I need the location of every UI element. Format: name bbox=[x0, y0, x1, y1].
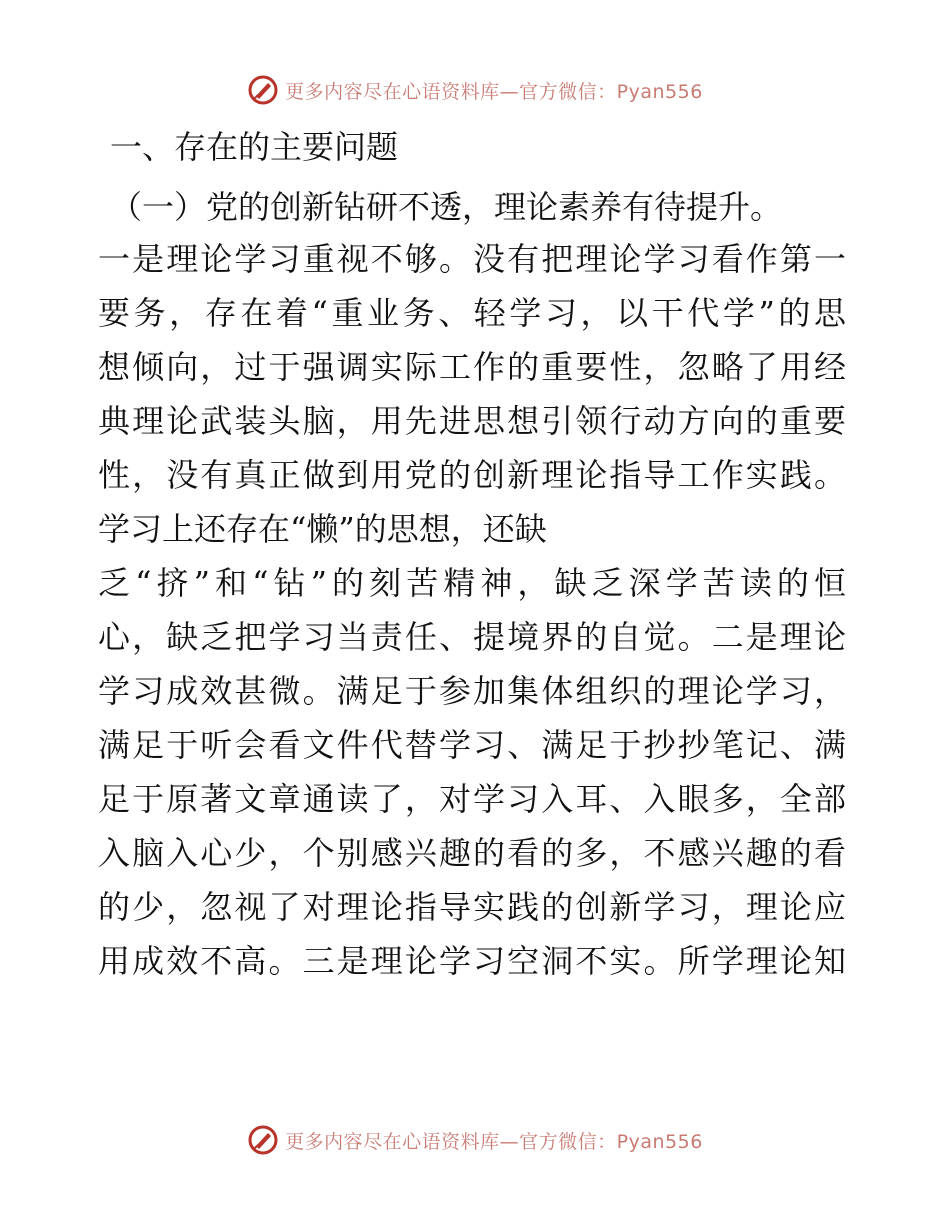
paragraph-line: 学习上还存在“懒”的思想，还缺 bbox=[98, 510, 547, 548]
watermark-text: 更多内容尽在心语资料库—官方微信：Pyan556 bbox=[285, 1130, 703, 1153]
paragraph-line: 想倾向，过于强调实际工作的重要性，忽略了用经 bbox=[98, 348, 846, 386]
paragraph-line: 心，缺乏把学习当责任、提境界的自觉。二是理论 bbox=[98, 618, 846, 656]
document-body bbox=[98, 122, 858, 988]
paragraph-line: 入脑入心少，个别感兴趣的看的多，不感兴趣的看 bbox=[98, 834, 846, 872]
watermark-text: 更多内容尽在心语资料库—官方微信：Pyan556 bbox=[285, 80, 703, 103]
header-watermark bbox=[0, 70, 950, 110]
sub-heading: （一）党的创新钻研不透，理论素养有待提升。 bbox=[110, 188, 783, 226]
brand-logo-icon bbox=[247, 74, 279, 106]
section-heading: 一、存在的主要问题 bbox=[110, 128, 399, 166]
paragraph-line: 性，没有真正做到用党的创新理论指导工作实践。 bbox=[98, 456, 846, 494]
paragraph-line: 乏“挤”和“钻”的刻苦精神，缺乏深学苦读的恒 bbox=[98, 564, 846, 602]
paragraph-line: 的少，忽视了对理论指导实践的创新学习，理论应 bbox=[98, 888, 846, 926]
footer-watermark bbox=[0, 1120, 950, 1160]
paragraph-line: 用成效不高。三是理论学习空洞不实。所学理论知 bbox=[98, 942, 846, 980]
paragraph-line: 要务，存在着“重业务、轻学习，以干代学”的思 bbox=[98, 294, 846, 332]
paragraph-line: 学习成效甚微。满足于参加集体组织的理论学习， bbox=[98, 672, 846, 710]
brand-logo-icon bbox=[247, 1124, 279, 1156]
paragraph-line: 满足于听会看文件代替学习、满足于抄抄笔记、满 bbox=[98, 726, 846, 764]
paragraph bbox=[98, 232, 858, 988]
paragraph-line: 一是理论学习重视不够。没有把理论学习看作第一 bbox=[98, 240, 846, 278]
paragraph-line: 足于原著文章通读了，对学习入耳、入眼多，全部 bbox=[98, 780, 846, 818]
paragraph-line: 典理论武装头脑，用先进思想引领行动方向的重要 bbox=[98, 402, 846, 440]
